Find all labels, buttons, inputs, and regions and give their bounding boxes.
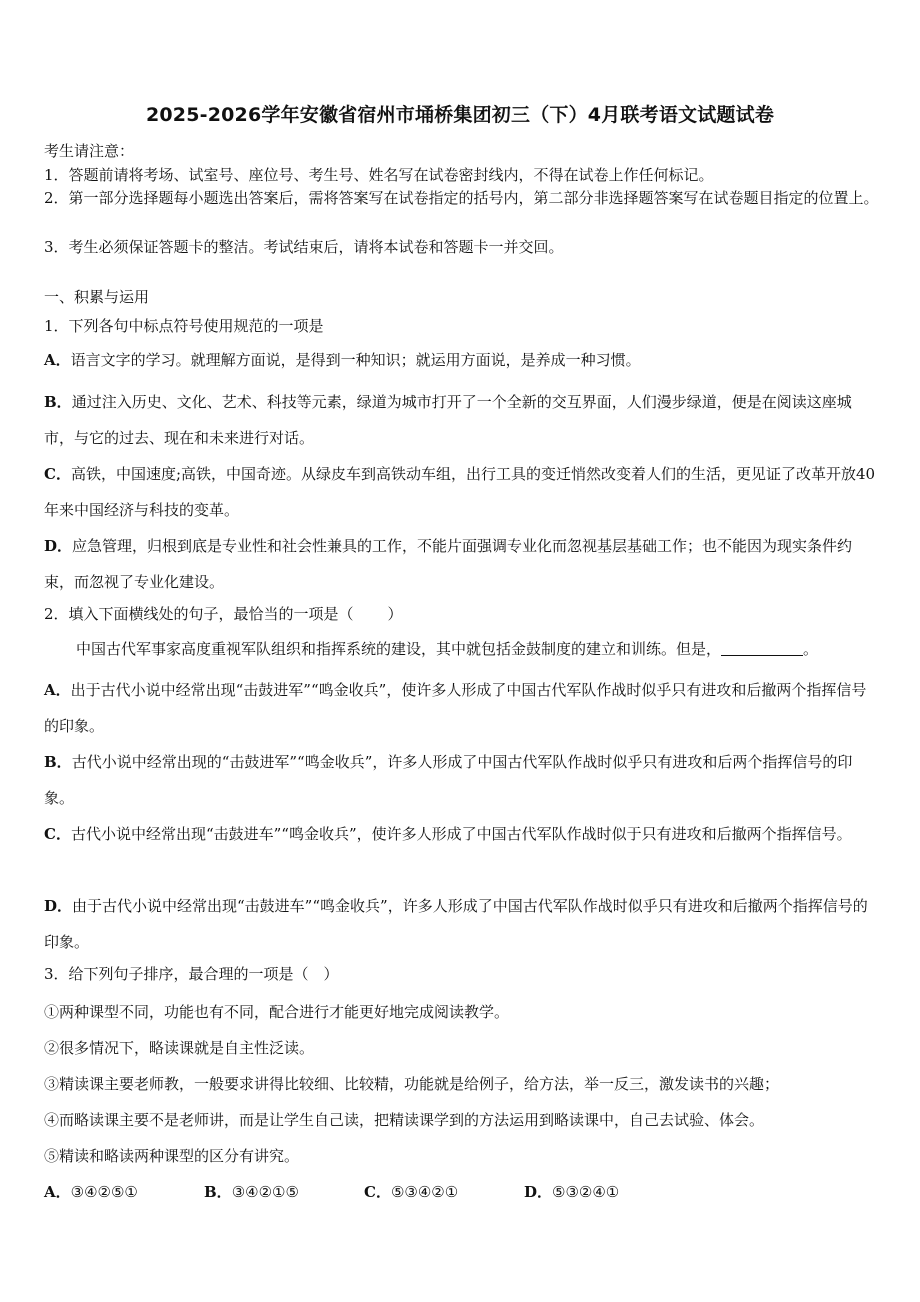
q3-option-c <box>364 1181 524 1202</box>
q3-sentence-4: ④而略读课主要不是老师讲，而是让学生自己读，把精读课学到的方法运用到略读课中，自己去试验、体会。 <box>44 1111 765 1129</box>
q2-stem <box>44 603 403 624</box>
q3-option-a <box>44 1181 204 1202</box>
q2-option-b <box>44 744 880 816</box>
notice-item-1: 1．答题前请将考场、试室号、座位号、考生号、姓名写在试卷密封线内，不得在试卷上作任何标记。 <box>44 166 714 184</box>
q2-stem-text: 2．填入下面横线处的句子，最恰当的一项是（ <box>44 605 354 623</box>
option-text: 出于古代小说中经常出现“击鼓进军”“鸣金收兵”，使许多人形成了中国古代军队作战时似乎只有进攻和后撤两个指挥信号的印象。 <box>44 681 867 735</box>
q2-passage-end: 。 <box>803 640 819 658</box>
option-label: D． <box>524 1183 553 1201</box>
option-text: 高铁，中国速度;高铁，中国奇迹。从绿皮车到高铁动车组，出行工具的变迁悄然改变着人们的生活，更见证了改革开放40年来中国经济与科技的变革。 <box>44 465 876 519</box>
q2-option-d <box>44 888 880 960</box>
notice-item-3: 3．考生必须保证答题卡的整洁。考试结束后，请将本试卷和答题卡一并交回。 <box>44 238 564 256</box>
q3-option-b <box>204 1181 364 1202</box>
option-text: 通过注入历史、文化、艺术、科技等元素，绿道为城市打开了一个全新的交互界面，人们漫步绿道，便是在阅读这座城市，与它的过去、现在和未来进行对话。 <box>44 393 852 447</box>
q1-option-b <box>44 384 880 456</box>
fill-blank-line <box>721 641 803 656</box>
q2-option-c <box>44 816 880 852</box>
exam-title: 2025-2026学年安徽省宿州市埇桥集团初三（下）4月联考语文试题试卷 <box>145 104 775 126</box>
q3-sentence-5: ⑤精读和略读两种课型的区分有讲究。 <box>44 1147 300 1165</box>
option-label: D． <box>44 897 73 915</box>
q3-stem: 3．给下列句子排序，最合理的一项是（ ） <box>44 965 339 983</box>
q2-stem-close: ） <box>387 605 403 623</box>
option-text: ⑤③④②① <box>390 1183 459 1201</box>
option-label: A． <box>44 351 71 369</box>
q2-passage <box>44 637 880 661</box>
q3-options <box>44 1181 619 1202</box>
q3-sentence-2: ②很多情况下，略读课就是自主性泛读。 <box>44 1039 315 1057</box>
q2-option-a <box>44 672 880 744</box>
option-text: 语言文字的学习。就理解方面说，是得到一种知识；就运用方面说，是养成一种习惯。 <box>70 351 641 369</box>
option-label: B． <box>44 393 72 411</box>
q2-passage-text: 中国古代军事家高度重视军队组织和指挥系统的建设，其中就包括金鼓制度的建立和训练。但是， <box>76 640 722 658</box>
option-text: 古代小说中经常出现“击鼓进车”“鸣金收兵”，使许多人形成了中国古代军队作战时似于只有进攻和后撤两个指挥信号。 <box>70 825 852 843</box>
option-text: 古代小说中经常出现的“击鼓进军”“鸣金收兵”，许多人形成了中国古代军队作战时似乎只有进攻和后两个指挥信号的印象。 <box>44 753 853 807</box>
option-text: ③④②①⑤ <box>231 1183 299 1201</box>
option-text: ⑤③②④① <box>552 1183 620 1201</box>
option-label: A． <box>44 681 71 699</box>
option-label: C． <box>364 1183 391 1201</box>
option-label: D． <box>44 537 73 555</box>
option-text: 由于古代小说中经常出现“击鼓进车”“鸣金收兵”，许多人形成了中国古代军队作战时似乎只有进攻和后撤两个指挥信号的印象。 <box>44 897 868 951</box>
q1-option-a <box>44 348 880 372</box>
option-label: B． <box>204 1183 232 1201</box>
option-label: C． <box>44 825 71 843</box>
q1-option-d <box>44 528 880 600</box>
option-label: C． <box>44 465 71 483</box>
option-label: B． <box>44 753 72 771</box>
q3-sentence-3: ③精读课主要老师教，一般要求讲得比较细、比较精，功能就是给例子，给方法，举一反三，激发读书的兴趣； <box>44 1075 780 1093</box>
q1-stem: 1．下列各句中标点符号使用规范的一项是 <box>44 317 324 335</box>
notice-heading: 考生请注意： <box>44 142 135 160</box>
option-label: A． <box>44 1183 71 1201</box>
option-text: ③④②⑤① <box>70 1183 138 1201</box>
q3-option-d <box>524 1181 619 1202</box>
q1-option-c <box>44 456 880 528</box>
notice-item-2: 2．第一部分选择题每小题选出答案后，需将答案写在试卷指定的括号内，第二部分非选择题答案写在试卷题目指定的位置上。 <box>44 189 879 207</box>
section-heading: 一、积累与运用 <box>44 288 150 306</box>
option-text: 应急管理，归根到底是专业性和社会性兼具的工作，不能片面强调专业化而忽视基层基础工作；也不能因为现实条件约束，而忽视了专业化建设。 <box>44 537 853 591</box>
q3-sentence-1: ①两种课型不同，功能也有不同，配合进行才能更好地完成阅读教学。 <box>44 1003 510 1021</box>
